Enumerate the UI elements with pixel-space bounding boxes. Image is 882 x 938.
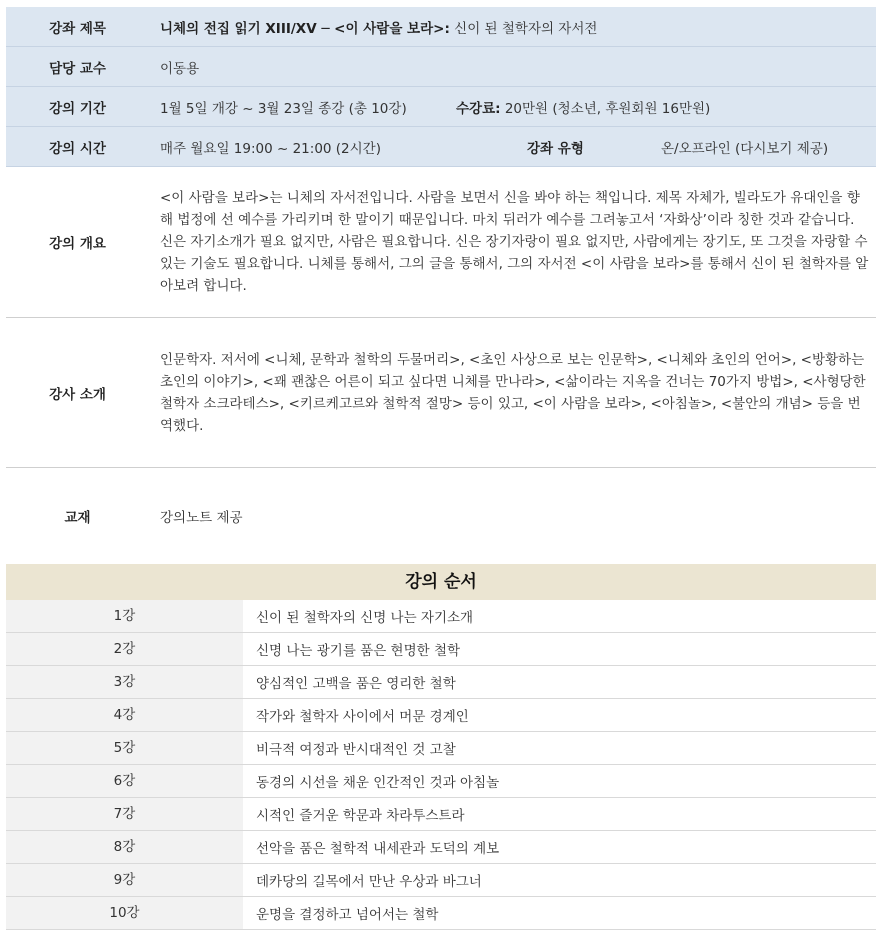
time-value: 매주 월요일 19:00 ~ 21:00 (2시간)	[160, 140, 381, 157]
lecture-number: 1강	[6, 600, 243, 632]
lecture-number: 5강	[6, 732, 243, 764]
lecture-row	[6, 864, 876, 897]
lecture-topic: 운명을 결정하고 넘어서는 철학	[256, 907, 439, 923]
professor-label: 담당 교수	[49, 60, 106, 77]
textbook-value: 강의노트 제공	[160, 510, 243, 526]
lecture-number: 3강	[6, 666, 243, 698]
textbook-row	[6, 468, 876, 564]
order-heading: 강의 순서	[6, 564, 876, 600]
lecture-number: 9강	[6, 864, 243, 896]
overview-label: 강의 개요	[49, 236, 106, 252]
course-page	[6, 7, 876, 930]
period-label: 강의 기간	[49, 100, 106, 117]
lecture-number: 6강	[6, 765, 243, 797]
instructor-row	[6, 318, 876, 468]
lecture-number: 7강	[6, 798, 243, 830]
lecture-topic: 선악을 품은 철학적 내세관과 도덕의 계보	[256, 841, 500, 857]
period-row	[6, 87, 876, 127]
lecture-topic: 작가와 철학자 사이에서 머문 경계인	[256, 709, 469, 725]
lecture-row	[6, 600, 876, 633]
lecture-row	[6, 831, 876, 864]
course-title-value	[149, 17, 876, 37]
fee-value	[456, 97, 710, 117]
professor-value: 이동용	[160, 60, 200, 77]
lecture-topic: 신명 나는 광기를 품은 현명한 철학	[256, 643, 461, 659]
lecture-list	[6, 600, 876, 930]
period-value: 1월 5일 개강 ~ 3월 23일 종강 (총 10강)	[160, 100, 407, 117]
lecture-row	[6, 699, 876, 732]
fee-amount: 20만원 (청소년, 후원회원 16만원)	[500, 100, 711, 117]
professor-row	[6, 47, 876, 87]
time-label: 강의 시간	[49, 140, 106, 157]
lecture-row	[6, 765, 876, 798]
overview-text: <이 사람을 보라>는 니체의 자서전입니다. 사람을 보면서 신을 봐야 하는 책입니다. 제목 자체가, 빌라도가 유대인을 향해 법정에 선 예수를 가리키며 한 말이기 때문입니다. 마치 뒤러가 예수를 그려놓고서 ‘자화상’이라 칭한 것과 같습니다. 신은 자기소개가 필요 없지만, 사람은 필요합니다. 신은 장기자랑이 필요 없지만, 사람에게는 장기도, 또 그것을 자랑할 수 있는 기술도 필요합니다. 니체를 통해서, 그의 글을 통해서, 그의 자서전 <이 사람을 보라>를 통해서 신이 된 철학자를 알아보려 합니다.	[160, 190, 869, 294]
lecture-topic: 동경의 시선을 채운 인간적인 것과 아침놀	[256, 775, 500, 791]
lecture-row	[6, 798, 876, 831]
lecture-row	[6, 732, 876, 765]
lecture-topic: 양심적인 고백을 품은 영리한 철학	[256, 676, 456, 692]
type-value: 온/오프라인 (다시보기 제공)	[661, 140, 829, 157]
lecture-row	[6, 666, 876, 699]
lecture-number: 4강	[6, 699, 243, 731]
lecture-number: 2강	[6, 633, 243, 665]
lecture-topic: 시적인 즐거운 학문과 차라투스트라	[256, 808, 465, 824]
course-title-main: 니체의 전집 읽기 XIII/XV ─ <이 사람을 보라>:	[160, 20, 450, 37]
instructor-text: 인문학자. 저서에 <니체, 문학과 철학의 두물머리>, <초인 사상으로 보는 인문학>, <니체와 초인의 언어>, <방황하는 초인의 이야기>, <꽤 괜찮은 어른이 되고 싶다면 니체를 만나라>, <삶이라는 지옥을 건너는 70가지 방법>, <사형당한 철학자 소크라테스>, <키르케고르와 철학적 절망> 등이 있고, <이 사람을 보라>, <아침놀>, <불안의 개념> 등을 번역했다.	[160, 351, 866, 434]
time-row	[6, 127, 876, 167]
course-title-row	[6, 7, 876, 47]
textbook-label: 교재	[64, 510, 91, 526]
course-title-label: 강좌 제목	[49, 20, 106, 37]
fee-label: 수강료:	[456, 100, 501, 117]
course-title-sub: 신이 된 철학자의 자서전	[449, 20, 598, 37]
overview-row	[6, 167, 876, 318]
lecture-row	[6, 633, 876, 666]
lecture-number: 10강	[6, 897, 243, 929]
lecture-topic: 비극적 여정과 반시대적인 것 고찰	[256, 742, 456, 758]
instructor-label: 강사 소개	[49, 386, 106, 403]
lecture-number: 8강	[6, 831, 243, 863]
lecture-topic: 데카당의 길목에서 만난 우상과 바그너	[256, 874, 482, 890]
lecture-topic: 신이 된 철학자의 신명 나는 자기소개	[256, 610, 474, 626]
lecture-row	[6, 897, 876, 930]
type-label: 강좌 유형	[527, 140, 584, 157]
